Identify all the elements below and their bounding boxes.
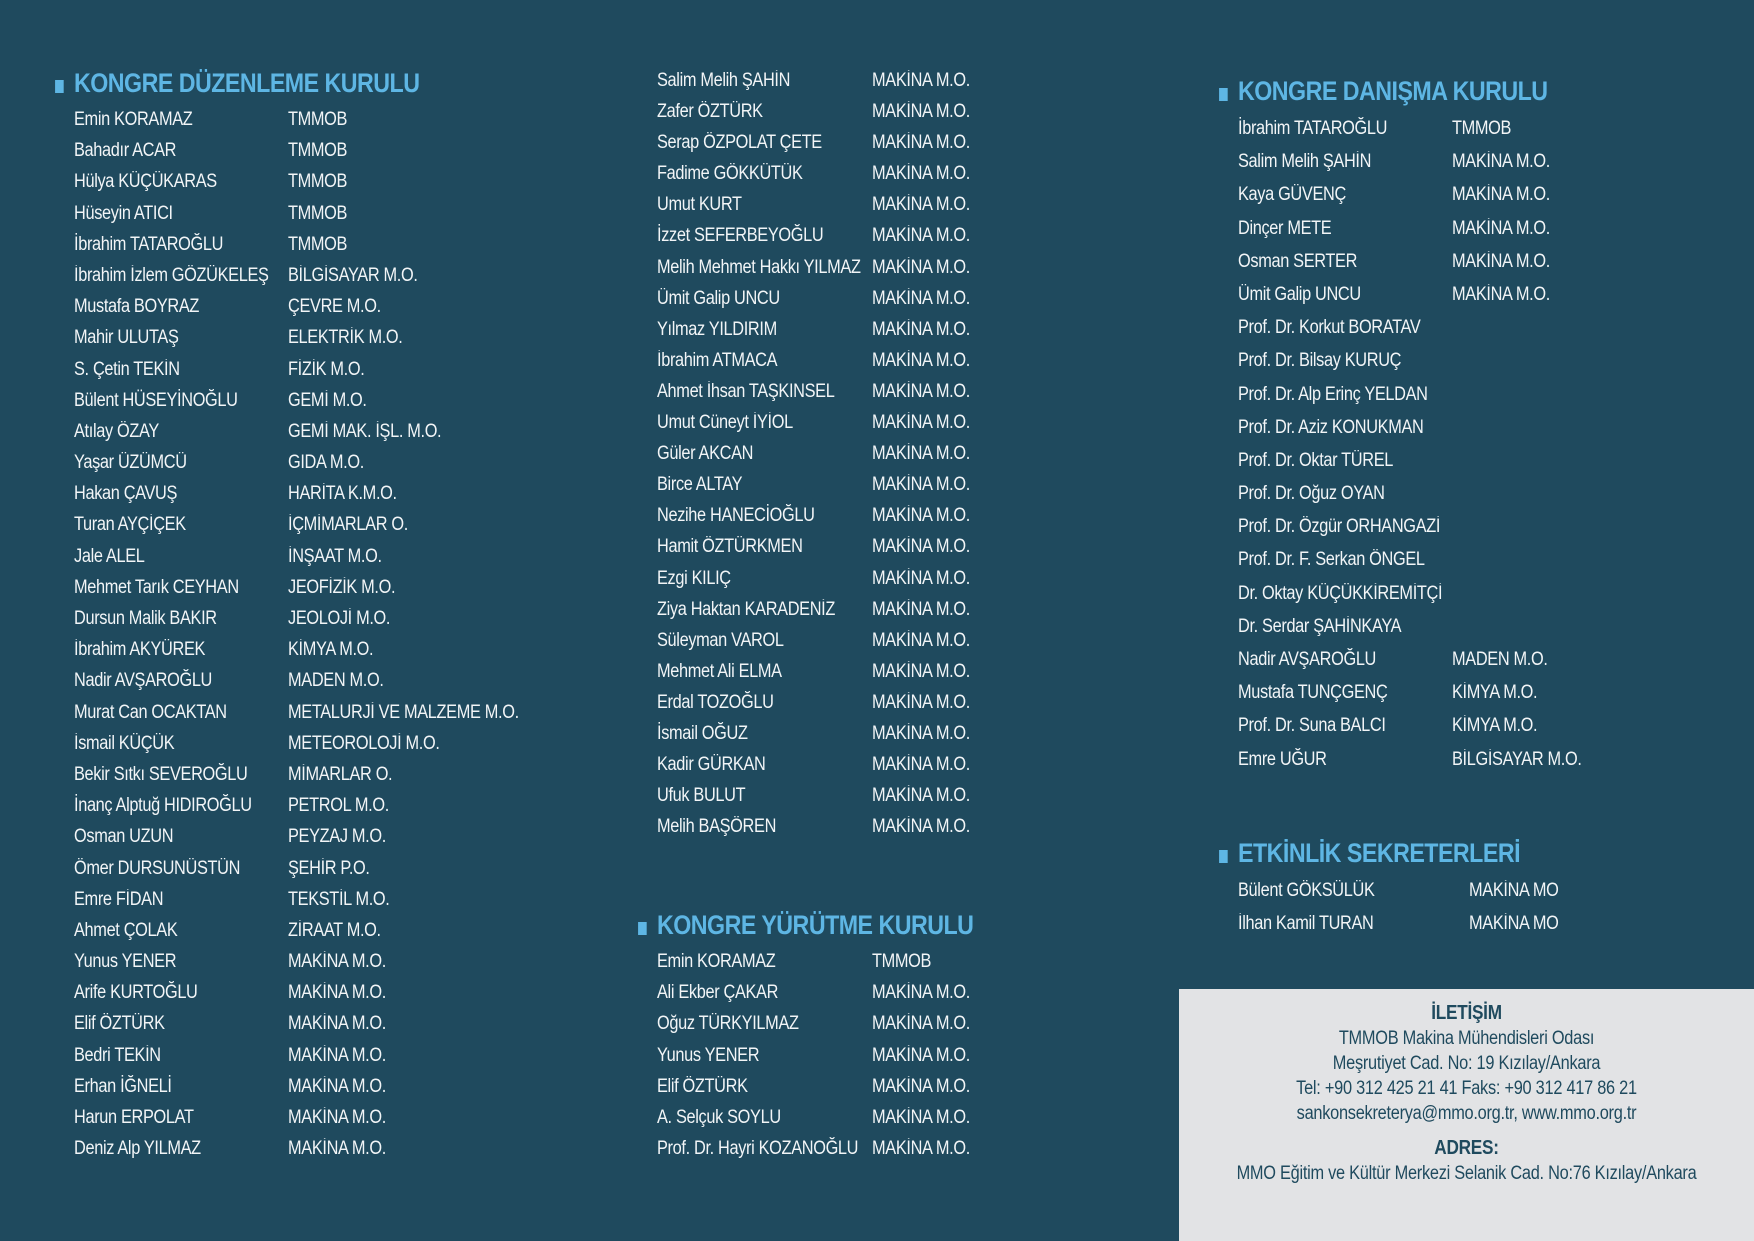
member-org: MAKİNA MO [1469, 913, 1559, 934]
member-org: JEOFİZİK M.O. [288, 576, 396, 598]
member-name: Prof. Dr. Alp Erinç YELDAN [1238, 383, 1428, 405]
member-row [657, 438, 986, 469]
member-row [74, 1040, 556, 1071]
member-name: Yaşar ÜZÜMCÜ [74, 452, 187, 474]
member-name: Emre UĞUR [1238, 748, 1327, 770]
member-name: Mustafa TUNÇGENÇ [1238, 682, 1388, 704]
member-org: MAKİNA MO [1469, 880, 1559, 901]
member-org: MADEN M.O. [1452, 649, 1548, 670]
member-org: MADEN M.O. [288, 670, 384, 692]
member-row [657, 1008, 1025, 1039]
member-org: GEMİ M.O. [288, 389, 367, 411]
member-org: MAKİNA M.O. [872, 132, 970, 154]
member-org: MAKİNA M.O. [288, 951, 386, 973]
member-row [1238, 874, 1573, 907]
member-row [1238, 444, 1603, 477]
member-org: KİMYA M.O. [1452, 715, 1538, 737]
member-org: MAKİNA M.O. [872, 1013, 970, 1035]
member-row [74, 354, 556, 385]
member-name: İbrahim İzlem GÖZÜKELEŞ [74, 264, 269, 286]
member-name: İsmail OĞUZ [657, 722, 748, 744]
member-org: MAKİNA M.O. [872, 474, 970, 496]
member-org: MAKİNA M.O. [872, 982, 970, 1004]
member-name: İsmail KÜÇÜK [74, 732, 175, 754]
member-row [657, 780, 986, 811]
yurutme-member-list [657, 946, 1025, 1164]
member-org: TMMOB [288, 140, 348, 162]
member-org: GIDA M.O. [288, 452, 364, 474]
venue-address: MMO Eğitim ve Kültür Merkezi Selanik Cad. No:76 Kızılay/Ankara [1236, 1163, 1697, 1184]
member-org: MAKİNA M.O. [872, 349, 970, 371]
member-row [74, 198, 556, 229]
member-name: Prof. Dr. Oğuz OYAN [1238, 483, 1385, 505]
member-name: Harun ERPOLAT [74, 1107, 194, 1128]
member-name: Fadime GÖKKÜTÜK [657, 163, 803, 185]
member-org: TMMOB [288, 202, 348, 224]
member-org: MAKİNA M.O. [872, 1138, 970, 1160]
member-org: MAKİNA M.O. [872, 380, 970, 402]
member-row [74, 135, 556, 166]
member-row [74, 759, 556, 790]
square-bullet-icon [55, 80, 64, 93]
member-org: MAKİNA M.O. [1452, 217, 1550, 239]
member-org: MAKİNA M.O. [288, 1013, 386, 1035]
member-row [1238, 577, 1603, 610]
member-name: İbrahim TATAROĞLU [1238, 118, 1388, 139]
member-org: MAKİNA M.O. [872, 163, 970, 185]
member-row [657, 500, 986, 531]
member-name: Yunus YENER [657, 1044, 760, 1066]
member-org: ZİRAAT M.O. [288, 919, 381, 941]
member-org: MAKİNA M.O. [872, 256, 970, 278]
danisma-section [1238, 74, 1603, 776]
member-name: Süleyman VAROL [657, 629, 784, 651]
duzenleme-title: KONGRE DÜZENLEME KURULU [74, 66, 489, 100]
member-row [1238, 907, 1573, 940]
member-name: Serap ÖZPOLAT ÇETE [657, 132, 822, 154]
member-name: İbrahim AKYÜREK [74, 639, 206, 661]
member-org: BİLGİSAYAR M.O. [288, 264, 418, 286]
member-row [657, 625, 986, 656]
member-org: TMMOB [288, 233, 348, 255]
member-row [657, 594, 986, 625]
member-name: Osman UZUN [74, 826, 174, 848]
member-name: Mehmet Tarık CEYHAN [74, 576, 239, 598]
member-row [74, 1071, 556, 1102]
member-org: JEOLOJİ M.O. [288, 608, 391, 629]
member-org: MAKİNA M.O. [288, 1107, 386, 1128]
member-row [657, 220, 986, 251]
member-org: MAKİNA M.O. [872, 598, 970, 620]
member-row [74, 572, 556, 603]
member-name: İnanç Alptuğ HIDIROĞLU [74, 795, 252, 817]
member-row [74, 977, 556, 1008]
venue-heading: ADRES: [1434, 1137, 1499, 1159]
member-row [657, 656, 986, 687]
member-row [657, 1133, 1025, 1164]
member-name: Turan AYÇİÇEK [74, 514, 186, 536]
member-org: MAKİNA M.O. [288, 1138, 386, 1160]
member-org: MAKİNA M.O. [872, 287, 970, 309]
member-row [1238, 543, 1603, 576]
member-org: ŞEHİR P.O. [288, 857, 370, 879]
member-row [657, 687, 986, 718]
member-name: Prof. Dr. Suna BALCI [1238, 715, 1386, 737]
member-name: Oğuz TÜRKYILMAZ [657, 1013, 799, 1035]
member-name: Erdal TOZOĞLU [657, 691, 774, 713]
member-row [1238, 643, 1603, 676]
member-name: Mustafa BOYRAZ [74, 296, 200, 318]
member-org: METEOROLOJİ M.O. [288, 732, 440, 754]
member-row [74, 790, 556, 821]
member-name: Bekir Sıtkı SEVEROĞLU [74, 763, 248, 785]
contact-phone: Tel: +90 312 425 21 41 Faks: +90 312 417 86 21 [1296, 1078, 1637, 1099]
member-row [657, 283, 986, 314]
member-name: Ahmet ÇOLAK [74, 919, 178, 941]
member-name: Kaya GÜVENÇ [1238, 184, 1346, 206]
member-name: Bedri TEKİN [74, 1044, 161, 1066]
member-name: Nadir AVŞAROĞLU [1238, 649, 1377, 670]
member-org: MAKİNA M.O. [872, 412, 970, 434]
member-org: BİLGİSAYAR M.O. [1452, 748, 1582, 770]
member-org: MAKİNA M.O. [872, 101, 970, 123]
member-name: Elif ÖZTÜRK [657, 1075, 748, 1097]
danisma-member-list [1238, 112, 1603, 776]
member-name: Prof. Dr. Hayri KOZANOĞLU [657, 1138, 859, 1160]
member-row [657, 189, 986, 220]
member-name: Dr. Oktay KÜÇÜKKİREMİTÇİ [1238, 582, 1443, 604]
member-row [74, 1008, 556, 1039]
member-name: Nezihe HANECİOĞLU [657, 505, 815, 527]
member-name: Prof. Dr. F. Serkan ÖNGEL [1238, 549, 1425, 571]
member-org: KİMYA M.O. [1452, 682, 1538, 704]
member-org: PEYZAJ M.O. [288, 826, 386, 848]
member-name: Nadir AVŞAROĞLU [74, 670, 213, 692]
member-org: TMMOB [288, 171, 348, 193]
member-name: Prof. Dr. Oktar TÜREL [1238, 449, 1394, 471]
member-org: TEKSTİL M.O. [288, 888, 390, 910]
member-org: KİMYA M.O. [288, 639, 374, 661]
member-row [657, 158, 986, 189]
yurutme-title: KONGRE YÜRÜTME KURULU [657, 908, 973, 942]
member-org: İNŞAAT M.O. [288, 545, 382, 567]
member-org: MAKİNA M.O. [872, 691, 970, 713]
member-row [657, 1040, 1025, 1071]
member-name: Yılmaz YILDIRIM [657, 318, 777, 340]
member-row [1238, 212, 1603, 245]
member-org: MAKİNA M.O. [872, 1075, 970, 1097]
contact-box [1179, 989, 1754, 1241]
member-row [74, 416, 556, 447]
member-name: Bülent GÖKSÜLÜK [1238, 880, 1375, 901]
member-org: MAKİNA M.O. [872, 536, 970, 558]
member-org: İÇMİMARLAR O. [288, 514, 408, 536]
member-row [1238, 378, 1603, 411]
member-row [657, 469, 986, 500]
member-org: MAKİNA M.O. [872, 194, 970, 216]
square-bullet-icon [638, 922, 647, 935]
member-org: MAKİNA M.O. [872, 785, 970, 807]
member-org: ELEKTRİK M.O. [288, 327, 403, 349]
member-row [74, 104, 556, 135]
member-name: Deniz Alp YILMAZ [74, 1138, 201, 1160]
member-row [1238, 344, 1603, 377]
member-name: Dr. Serdar ŞAHİNKAYA [1238, 615, 1402, 637]
member-row [74, 697, 556, 728]
member-org: MAKİNA M.O. [872, 567, 970, 589]
member-org: MAKİNA M.O. [872, 225, 970, 247]
member-name: Kadir GÜRKAN [657, 754, 766, 776]
member-row [657, 1102, 1025, 1133]
member-name: Dinçer METE [1238, 217, 1332, 239]
member-org: MAKİNA M.O. [288, 982, 386, 1004]
member-row [1238, 510, 1603, 543]
member-name: Hülya KÜÇÜKARAS [74, 171, 217, 193]
member-org: PETROL M.O. [288, 795, 389, 817]
member-row [74, 1102, 556, 1133]
member-org: TMMOB [872, 951, 932, 972]
member-org: MAKİNA M.O. [288, 1044, 386, 1066]
member-row [74, 728, 556, 759]
member-name: İlhan Kamil TURAN [1238, 913, 1374, 934]
member-name: İzzet SEFERBEYOĞLU [657, 225, 824, 247]
member-org: MAKİNA M.O. [872, 754, 970, 776]
member-org: MAKİNA M.O. [872, 1044, 970, 1066]
member-row [657, 127, 986, 158]
member-row [657, 718, 986, 749]
member-org: TMMOB [1452, 118, 1512, 139]
member-org: MAKİNA M.O. [872, 660, 970, 682]
member-name: Ümit Galip UNCU [1238, 283, 1361, 305]
member-row [74, 603, 556, 634]
member-row [1238, 411, 1603, 444]
member-name: Emre FİDAN [74, 888, 164, 910]
member-row [657, 314, 986, 345]
member-row [657, 376, 986, 407]
contact-heading: İLETİŞİM [1431, 1002, 1502, 1024]
member-name: Prof. Dr. Korkut BORATAV [1238, 317, 1421, 339]
member-org: MAKİNA M.O. [1452, 283, 1550, 305]
member-row [657, 252, 986, 283]
member-name: Emin KORAMAZ [74, 109, 193, 130]
member-org: METALURJİ VE MALZEME M.O. [288, 701, 519, 723]
member-row [74, 447, 556, 478]
member-name: Arife KURTOĞLU [74, 982, 198, 1004]
member-name: Bülent HÜSEYİNOĞLU [74, 389, 238, 411]
member-name: A. Selçuk SOYLU [657, 1106, 781, 1128]
member-row [74, 322, 556, 353]
member-row [74, 229, 556, 260]
member-row [74, 478, 556, 509]
member-row [74, 385, 556, 416]
member-name: Murat Can OCAKTAN [74, 701, 227, 723]
member-row [1238, 676, 1603, 709]
member-row [74, 509, 556, 540]
member-org: ÇEVRE M.O. [288, 296, 381, 318]
member-row [74, 291, 556, 322]
member-org: GEMİ MAK. İŞL. M.O. [288, 420, 442, 442]
member-name: Jale ALEL [74, 545, 145, 567]
member-row [74, 166, 556, 197]
member-org: MAKİNA M.O. [1452, 250, 1550, 272]
member-row [74, 915, 556, 946]
member-org: MAKİNA M.O. [288, 1075, 386, 1097]
contact-address: Meşrutiyet Cad. No: 19 Kızılay/Ankara [1332, 1053, 1601, 1074]
member-name: Birce ALTAY [657, 474, 743, 496]
member-name: Osman SERTER [1238, 250, 1358, 272]
member-row [1238, 178, 1603, 211]
member-name: Ziya Haktan KARADENİZ [657, 598, 836, 620]
member-name: Salim Melih ŞAHİN [657, 70, 791, 91]
member-name: Umut Cüneyt İYİOL [657, 412, 793, 434]
member-org: MAKİNA M.O. [872, 629, 970, 651]
member-name: Prof. Dr. Bilsay KURUÇ [1238, 350, 1402, 372]
member-row [74, 260, 556, 291]
member-name: Emin KORAMAZ [657, 951, 776, 972]
member-row [74, 884, 556, 915]
member-org: TMMOB [288, 109, 348, 130]
member-org: MAKİNA M.O. [872, 318, 970, 340]
member-row [74, 665, 556, 696]
member-name: S. Çetin TEKİN [74, 358, 180, 380]
duzenleme-continued-section [657, 65, 986, 842]
member-org: MAKİNA M.O. [872, 1106, 970, 1128]
member-row [657, 1071, 1025, 1102]
member-name: Ömer DURSUNÜSTÜN [74, 857, 241, 879]
member-row [1238, 145, 1603, 178]
danisma-title: KONGRE DANIŞMA KURULU [1238, 74, 1552, 108]
member-name: Ümit Galip UNCU [657, 287, 780, 309]
square-bullet-icon [1219, 88, 1228, 101]
member-name: Yunus YENER [74, 951, 177, 973]
etkinlik-member-list [1238, 874, 1573, 940]
member-org: MİMARLAR O. [288, 763, 393, 785]
member-org: MAKİNA M.O. [872, 70, 970, 91]
etkinlik-title: ETKİNLİK SEKRETERLERİ [1238, 836, 1526, 870]
member-row [1238, 278, 1603, 311]
duzenleme-member-list [74, 104, 556, 1164]
member-name: Salim Melih ŞAHİN [1238, 151, 1372, 173]
member-org: FİZİK M.O. [288, 358, 365, 380]
member-row [74, 821, 556, 852]
member-org: HARİTA K.M.O. [288, 483, 397, 505]
member-row [74, 541, 556, 572]
member-name: Atılay ÖZAY [74, 420, 159, 442]
member-name: Umut KURT [657, 194, 742, 216]
member-name: Melih Mehmet Hakkı YILMAZ [657, 256, 861, 278]
member-row [657, 977, 1025, 1008]
member-name: Prof. Dr. Aziz KONUKMAN [1238, 416, 1424, 438]
member-org: MAKİNA M.O. [872, 722, 970, 744]
contact-web[interactable]: sankonsekreterya@mmo.org.tr, www.mmo.org.tr [1296, 1103, 1637, 1124]
member-row [657, 407, 986, 438]
member-name: Ezgi KILIÇ [657, 567, 731, 589]
member-row [657, 96, 986, 127]
member-org: MAKİNA M.O. [1452, 184, 1550, 206]
member-row [1238, 245, 1603, 278]
member-row [1238, 112, 1603, 145]
member-name: Güler AKCAN [657, 443, 754, 465]
member-row [1238, 477, 1603, 510]
member-row [1238, 709, 1603, 742]
member-name: İbrahim TATAROĞLU [74, 233, 224, 255]
member-row [657, 946, 1025, 977]
yurutme-section [657, 908, 1025, 1164]
member-name: Mahir ULUTAŞ [74, 327, 179, 349]
member-name: Prof. Dr. Özgür ORHANGAZİ [1238, 516, 1441, 538]
member-name: Elif ÖZTÜRK [74, 1013, 165, 1035]
member-name: Melih BAŞÖREN [657, 816, 777, 838]
member-row [74, 634, 556, 665]
member-row [74, 946, 556, 977]
duzenleme-section [74, 66, 556, 1164]
member-row [657, 531, 986, 562]
member-org: MAKİNA M.O. [872, 816, 970, 838]
member-row [74, 853, 556, 884]
member-name: Hüseyin ATICI [74, 202, 173, 224]
member-row [657, 345, 986, 376]
member-row [1238, 610, 1603, 643]
member-org: MAKİNA M.O. [872, 505, 970, 527]
member-name: Hamit ÖZTÜRKMEN [657, 536, 803, 558]
member-name: Hakan ÇAVUŞ [74, 483, 178, 505]
member-org: MAKİNA M.O. [1452, 151, 1550, 173]
member-row [1238, 311, 1603, 344]
square-bullet-icon [1219, 850, 1228, 863]
member-name: Ufuk BULUT [657, 785, 746, 807]
member-name: İbrahim ATMACA [657, 349, 778, 371]
member-row [74, 1133, 556, 1164]
member-name: Erhan İĞNELİ [74, 1075, 172, 1097]
member-row [1238, 743, 1603, 776]
member-name: Ahmet İhsan TAŞKINSEL [657, 380, 835, 402]
etkinlik-section [1238, 836, 1573, 940]
member-row [657, 65, 986, 96]
member-row [657, 749, 986, 780]
member-row [657, 811, 986, 842]
member-row [657, 563, 986, 594]
member-name: Dursun Malik BAKIR [74, 608, 217, 629]
member-name: Ali Ekber ÇAKAR [657, 982, 779, 1004]
duzenleme-member-list-continued [657, 65, 986, 842]
member-name: Zafer ÖZTÜRK [657, 101, 763, 123]
member-org: MAKİNA M.O. [872, 443, 970, 465]
member-name: Bahadır ACAR [74, 140, 177, 162]
member-name: Mehmet Ali ELMA [657, 660, 782, 682]
contact-org: TMMOB Makina Mühendisleri Odası [1338, 1028, 1595, 1049]
